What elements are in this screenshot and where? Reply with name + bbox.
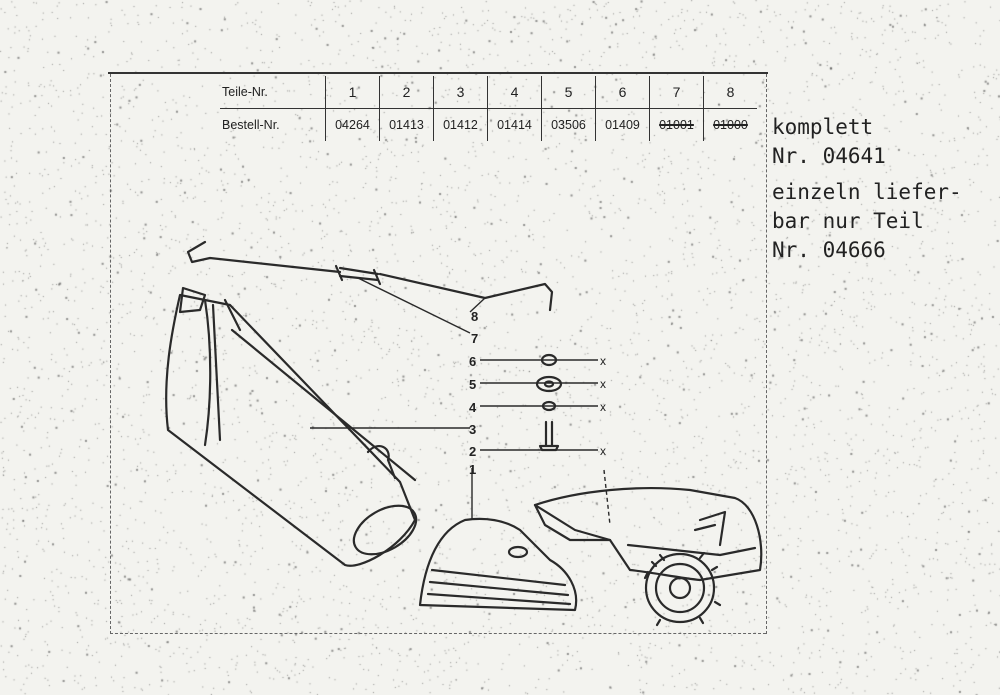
part-number-cell: 1	[326, 76, 380, 109]
part-number-cell: 6	[596, 76, 650, 109]
grass-chute-part-3	[166, 295, 415, 566]
note-complete-kit: komplett Nr. 04641	[772, 115, 886, 168]
row-label-order-number: Bestell-Nr.	[222, 118, 280, 132]
row-label-part-number: Teile-Nr.	[220, 76, 326, 109]
order-number-cell-struck: 01000	[704, 109, 758, 142]
rod-part-8	[188, 242, 552, 310]
connector-part-7	[336, 266, 380, 284]
callout-7: 7	[471, 331, 479, 346]
callout-3: 3	[469, 422, 477, 437]
order-number-cell: 04264	[326, 109, 380, 142]
x-mark: x	[600, 377, 606, 391]
part-number-cell: 7	[650, 76, 704, 109]
part-number-cell: 2	[380, 76, 434, 109]
x-mark: x	[600, 354, 606, 368]
part-number-cell: 4	[488, 76, 542, 109]
callout-6: 6	[469, 354, 477, 369]
part-number-cell: 8	[704, 76, 758, 109]
callout-5: 5	[469, 377, 477, 392]
shroud-part-1	[420, 519, 576, 610]
order-number-cell: 01412	[434, 109, 488, 142]
callout-4: 4	[469, 400, 477, 415]
bolt-part-2	[540, 422, 558, 450]
order-number-cell: 01413	[380, 109, 434, 142]
order-number-cell-struck: 01001	[650, 109, 704, 142]
part-number-cell: 3	[434, 76, 488, 109]
order-number-cell: 03506	[542, 109, 596, 142]
callout-1: 1	[469, 462, 477, 477]
x-mark: x	[600, 444, 606, 458]
part-number-cell: 5	[542, 76, 596, 109]
note-single-part: einzeln liefer- bar nur Teil Nr. 04666	[772, 180, 962, 262]
order-number-cell: 01414	[488, 109, 542, 142]
mower-deck	[535, 488, 761, 580]
order-number-cell: 01409	[596, 109, 650, 142]
callout-8: 8	[471, 309, 479, 324]
x-mark: x	[600, 400, 606, 414]
callout-2: 2	[469, 444, 477, 459]
washer-part-5	[537, 377, 561, 391]
